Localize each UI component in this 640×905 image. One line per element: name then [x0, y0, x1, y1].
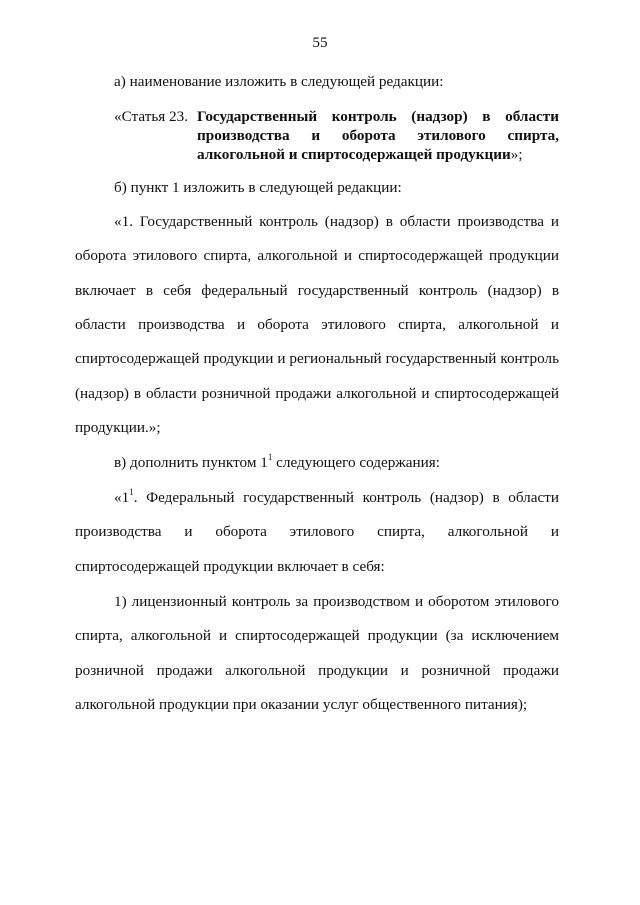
article-title-line-2: производства и оборота этилового спирта,: [197, 127, 559, 144]
subitem1-line-4: алкогольной продукции при оказании услуг общественного питания);: [75, 696, 528, 713]
page-number: 55: [312, 34, 328, 51]
item-c-text: в) дополнить пунктом 1: [114, 454, 268, 471]
subitem1-line-1: 1) лицензионный контроль за производством и оборотом этилового: [114, 593, 559, 610]
item-c-text-after: следующего содержания:: [272, 454, 440, 471]
point1-line-3: включает в себя федеральный государственный контроль (надзор) в: [75, 282, 559, 299]
point1-line-6: (надзор) в области розничной продажи алкогольной и спиртосодержащей: [75, 385, 559, 402]
point1-line-5: спиртосодержащей продукции и региональный государственный контроль: [75, 350, 559, 367]
item-c: [114, 453, 440, 473]
point1-1-line-2: производства и оборота этилового спирта, алкогольной и: [75, 523, 559, 540]
item-b: б) пункт 1 изложить в следующей редакции:: [114, 179, 402, 196]
article-prefix: «Статья 23.: [114, 108, 189, 125]
article-closing: »;: [510, 146, 523, 163]
point1-1-line-1: [114, 488, 559, 508]
point1-1-open: «1: [114, 489, 130, 506]
point1-1-superscript: 1: [129, 486, 134, 497]
point1-line-4: области производства и оборота этилового спирта, алкогольной и: [75, 316, 559, 333]
point1-line-2: оборота этилового спирта, алкогольной и спиртосодержащей продукции: [75, 247, 559, 264]
point1-1-line-3: спиртосодержащей продукции включает в себя:: [75, 558, 385, 575]
point1-line-7: продукции.»;: [75, 419, 161, 436]
point1-1-rest: . Федеральный государственный контроль (надзор) в области: [133, 489, 559, 506]
article-title-text: алкогольной и спиртосодержащей продукции: [197, 146, 511, 163]
article-title-line-1: Государственный контроль (надзор) в области: [197, 108, 559, 125]
subitem1-line-3: розничной продажи алкогольной продукции и розничной продажи: [75, 662, 559, 679]
subitem1-line-2: спирта, алкогольной и спиртосодержащей продукции (за исключением: [75, 627, 559, 644]
article-title-line-3: [197, 145, 559, 165]
point1-line-1: «1. Государственный контроль (надзор) в области производства и: [114, 213, 559, 230]
item-c-superscript: 1: [267, 451, 273, 462]
item-a: а) наименование изложить в следующей редакции:: [114, 73, 444, 90]
